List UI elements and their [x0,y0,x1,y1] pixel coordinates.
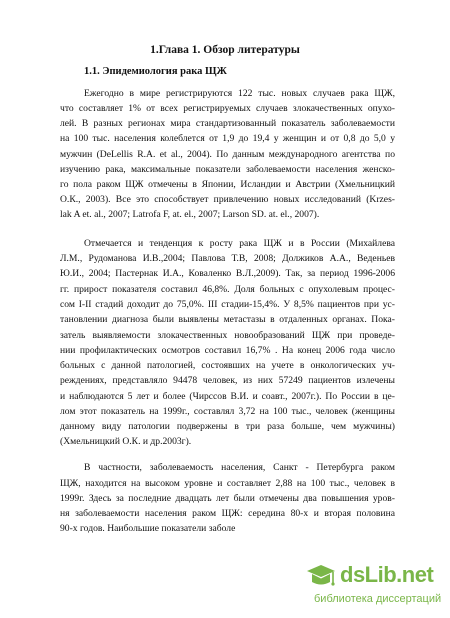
text-line: Ю.И., 2004; Пастернак И.А., Коваленко В.Л.,2009). Так, за период 1996-2006 [60,268,395,279]
text-line: и наблюдаются 5 лет и более (Чирссов В.И. и соавт., 2007г.). По России в це- [60,391,395,402]
text-line: на 100 тыс. населения колеблется от 1,9 до 19,4 у женщин и от 0,8 до 5,0 у [60,133,395,144]
text-line: ня заболеваемости населения раком ЩЖ: середина 80-х и вторая половина [60,508,395,519]
text-line: Л.М., Рудоманова И.В.,2004; Павлова Т.В, 2008; Должиков А.А., Веденьев [60,253,395,264]
text-line: изучению рака, максимальные показатели заболеваемости населения женско- [60,164,395,175]
text-line: го пола раком ЩЖ отмечены в Японии, Исландии и Австрии (Хмельницкий [60,179,395,190]
text-line: нии профилактических осмотров составил 16,7% . На конец 2006 года число [60,345,395,356]
text-line: lak A et. al., 2007; Latrofa F, at. el., 2007; Larson SD. at. el., 2007). [60,209,320,220]
text-line: Ежегодно в мире регистрируются 122 тыс. новых случаев рака ЩЖ, [84,88,395,99]
text-line: мужчин (DeLellis R.A. et al., 2004). По данным международного агентства по [60,149,395,160]
text-line: (Хмельницкий О.К. и др.2003г). [60,436,192,447]
text-line: реждениях, представляло 94478 человек, из них 57249 пациентов излечены [60,375,395,386]
text-line: ЩЖ, находится на высоком уровне и составляет 2,88 на 100 тыс., человек в [60,478,395,489]
dslib-watermark [300,560,450,618]
watermark-site: dsLib.net [340,562,434,587]
text-line: данному виду патологии подвержены в три раза больше, чем мужчины) [60,421,395,432]
text-line: лей. В разных регионах мира стандартизованный показатель заболеваемости [60,118,395,129]
text-line: больных с данной патологией, состоявших на учете в онкологических уч- [60,360,395,371]
text-line: 90-х годов. Наибольшие показатели заболе [60,523,236,534]
text-line: сом I-II стадий доходит до 75,0%. III стадии-15,4%. У 8,5% пациентов при ус- [60,299,395,310]
text-line: лом этот показатель на 1999г., составлял 3,72 на 100 тыс., человек (женщины [60,406,395,417]
text-line: гг. прирост показателя составил 46,8%. Доля больных с опухолевым процес- [60,284,395,295]
text-line: что составляет 1% от всех регистрируемых случаев злокачественных опухо- [60,103,395,114]
text-line: В частности, заболеваемость населения, Санкт - Петербурга раком [84,462,395,473]
text-line: тановлении диагноза были выявлены метастазы в отдаленных органах. Пока- [60,314,395,325]
watermark-subtitle: библиотека диссертаций [314,593,442,605]
chapter-title: 1.Глава 1. Обзор литературы [150,44,300,56]
text-line: Отмечается и тенденция к росту рака ЩЖ и в России (Михайлева [84,238,395,249]
section-title: 1.1. Эпидемиология рака ЩЖ [84,66,227,77]
text-line: 1999г. Здесь за последние двадцать лет были отмечены два повышения уров- [60,493,395,504]
dslib-logo-icon [304,562,338,592]
text-line: затель выявляемости злокачественных новообразований ЩЖ при проведе- [60,330,395,341]
text-line: О.К., 2003). Все это способствует привлечению новых исследований (Krzes- [60,194,395,205]
